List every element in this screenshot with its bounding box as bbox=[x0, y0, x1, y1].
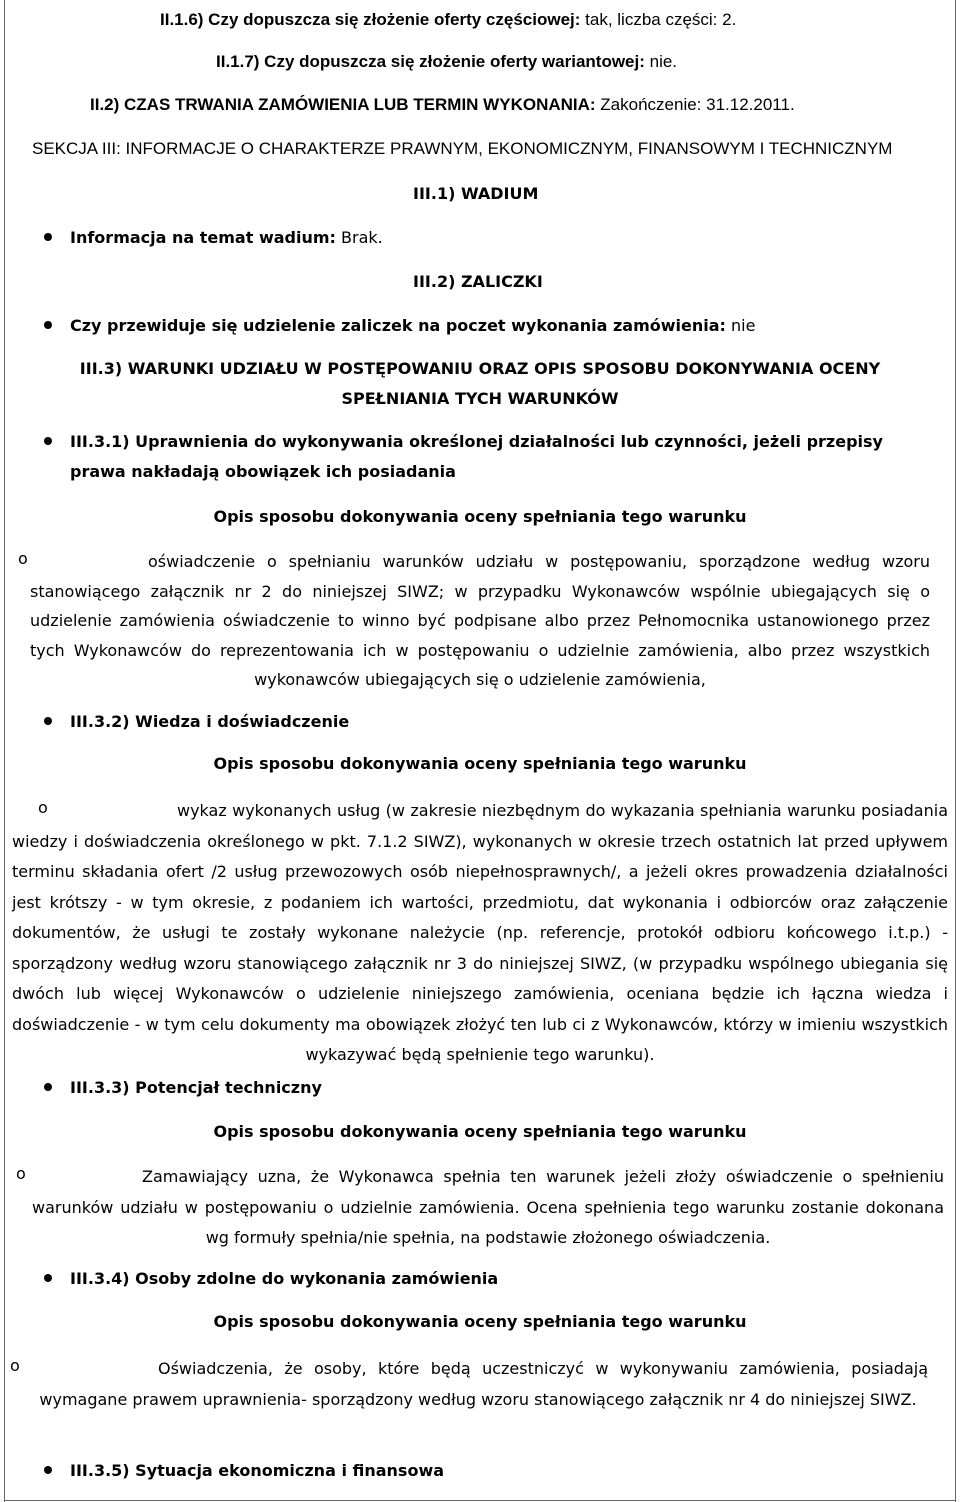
wadium-label: Informacja na temat wadium: bbox=[70, 228, 336, 247]
condition-2-text: wykaz wykonanych usług (w zakresie niezbędnym do wykazania spełniania warunku posiadania wiedzy i doświadczenia określonego w pkt. 7.1.2 SIWZ), wykonanych w okresie trzech ostatnich lat przed upływem terminu składania ofert /2 usług przewozowych osób niepełnosprawnych/, a jeżeli okres prowadzenia działalności jest krótszy - w tym okresie, z podaniem ich wartości, przedmiotu, dat wykonania i odbiorców oraz załączenie dokumentów, że usługi te zostały wykonane należycie (np. referencje, protokół odbioru końcowego i.t.p.) - sporządzony według wzoru stanowiącego załącznik nr 3 do niniejszej SIWZ, (w przypadku wspólnego ubiegania się dwóch lub więcej Wykonawców o udzielenie niniejszego zamówienia, oceniana będzie ich łączna wiedza i doświadczenie - w tym celu dokumenty ma obowiązek złożyć ten lub ci z Wykonawców, którzy w imieniu wszystkich wykazywać będą spełnienie tego warunku). bbox=[12, 801, 948, 1064]
condition-2-opis-heading: Opis sposobu dokonywania oceny spełniania tego warunku bbox=[213, 754, 747, 773]
list-marker: o bbox=[18, 549, 28, 568]
condition-3-title: III.3.3) Potencjał techniczny bbox=[70, 1078, 322, 1097]
line-label: II.1.6) Czy dopuszcza się złożenie oferty częściowej: bbox=[160, 10, 581, 29]
condition-1-opis-heading: Opis sposobu dokonywania oceny spełniania tego warunku bbox=[213, 507, 747, 526]
condition-3-opis-heading: Opis sposobu dokonywania oceny spełniania tego warunku bbox=[213, 1122, 747, 1141]
wadium-heading: III.1) WADIUM bbox=[413, 184, 539, 203]
condition-2-title: III.3.2) Wiedza i doświadczenie bbox=[70, 712, 350, 731]
bullet-icon bbox=[44, 717, 52, 725]
bullet-icon bbox=[44, 233, 52, 241]
condition-4-opis-heading: Opis sposobu dokonywania oceny spełniania tego warunku bbox=[213, 1312, 747, 1331]
list-marker: o bbox=[16, 1164, 26, 1183]
bullet-icon bbox=[44, 1274, 52, 1282]
condition-3-text: Zamawiający uzna, że Wykonawca spełnia ten warunek jeżeli złoży oświadczenie o spełnieniu warunków udziału w postępowaniu o udzielnie zamówienia. Ocena spełnienia tego warunku zostanie dokonana wg formuły spełnia/nie spełnia, na podstawie złożonego oświadczenia. bbox=[32, 1167, 944, 1247]
condition-5-title: III.3.5) Sytuacja ekonomiczna i finansowa bbox=[70, 1461, 445, 1480]
zaliczki-line bbox=[70, 314, 755, 338]
line-label: II.2) CZAS TRWANIA ZAMÓWIENIA LUB TERMIN WYKONANIA: bbox=[90, 95, 596, 114]
zaliczki-heading: III.2) ZALICZKI bbox=[413, 272, 543, 291]
bullet-icon bbox=[44, 1083, 52, 1091]
condition-1-title-line1: III.3.1) Uprawnienia do wykonywania określonej działalności lub czynności, jeżeli przepisy bbox=[70, 432, 883, 451]
bullet-icon bbox=[44, 1466, 52, 1474]
condition-4-text: Oświadczenia, że osoby, które będą uczestniczyć w wykonywaniu zamówienia, posiadają wymagane prawem uprawnienia- sporządzony według wzoru stanowiącego załącznik nr 4 do niniejszej SIWZ. bbox=[39, 1359, 928, 1409]
line-value: Zakończenie: 31.12.2011. bbox=[595, 95, 795, 114]
line-ii-1-6 bbox=[160, 8, 736, 32]
zaliczki-value: nie bbox=[725, 316, 756, 335]
page-border-right bbox=[955, 0, 956, 1502]
section-iii-heading: SEKCJA III: INFORMACJE O CHARAKTERZE PRAWNYM, EKONOMICZNYM, FINANSOWYM I TECHNICZNYM bbox=[32, 139, 893, 158]
line-ii-2 bbox=[90, 93, 795, 117]
condition-1-title-line2: prawa nakładają obowiązek ich posiadania bbox=[70, 462, 456, 481]
warunki-heading-line1: III.3) WARUNKI UDZIAŁU W POSTĘPOWANIU ORAZ OPIS SPOSOBU DOKONYWANIA OCENY bbox=[79, 359, 881, 378]
condition-1-text: oświadczenie o spełnianiu warunków udziału w postępowaniu, sporządzone według wzoru stanowiącego załącznik nr 2 do niniejszej SIWZ; w przypadku Wykonawców wspólnie ubiegających się o udzielenie zamówienia oświadczenie to winno być podpisane albo przez Pełnomocnika ustanowionego przez tych Wykonawców do reprezentowania ich w postępowaniu o udzielnie zamówienia, albo przez wszystkich wykonawców ubiegających się o udzielenie zamówienia, bbox=[30, 552, 930, 689]
zaliczki-label: Czy przewiduje się udzielenie zaliczek na poczet wykonania zamówienia: bbox=[70, 316, 726, 335]
line-label: II.1.7) Czy dopuszcza się złożenie oferty wariantowej: bbox=[216, 52, 645, 71]
line-value: tak, liczba części: 2. bbox=[580, 10, 737, 29]
bullet-icon bbox=[44, 437, 52, 445]
page-border-bottom bbox=[4, 1500, 956, 1501]
wadium-value: Brak. bbox=[335, 228, 383, 247]
wadium-line bbox=[70, 226, 383, 250]
list-marker: o bbox=[10, 1356, 20, 1375]
warunki-heading-line2: SPEŁNIANIA TYCH WARUNKÓW bbox=[341, 389, 619, 408]
line-value: nie. bbox=[644, 52, 678, 71]
page-border-left bbox=[4, 0, 5, 1502]
list-marker: o bbox=[38, 798, 48, 817]
condition-4-title: III.3.4) Osoby zdolne do wykonania zamówienia bbox=[70, 1269, 499, 1288]
line-ii-1-7 bbox=[216, 50, 677, 74]
bullet-icon bbox=[44, 321, 52, 329]
